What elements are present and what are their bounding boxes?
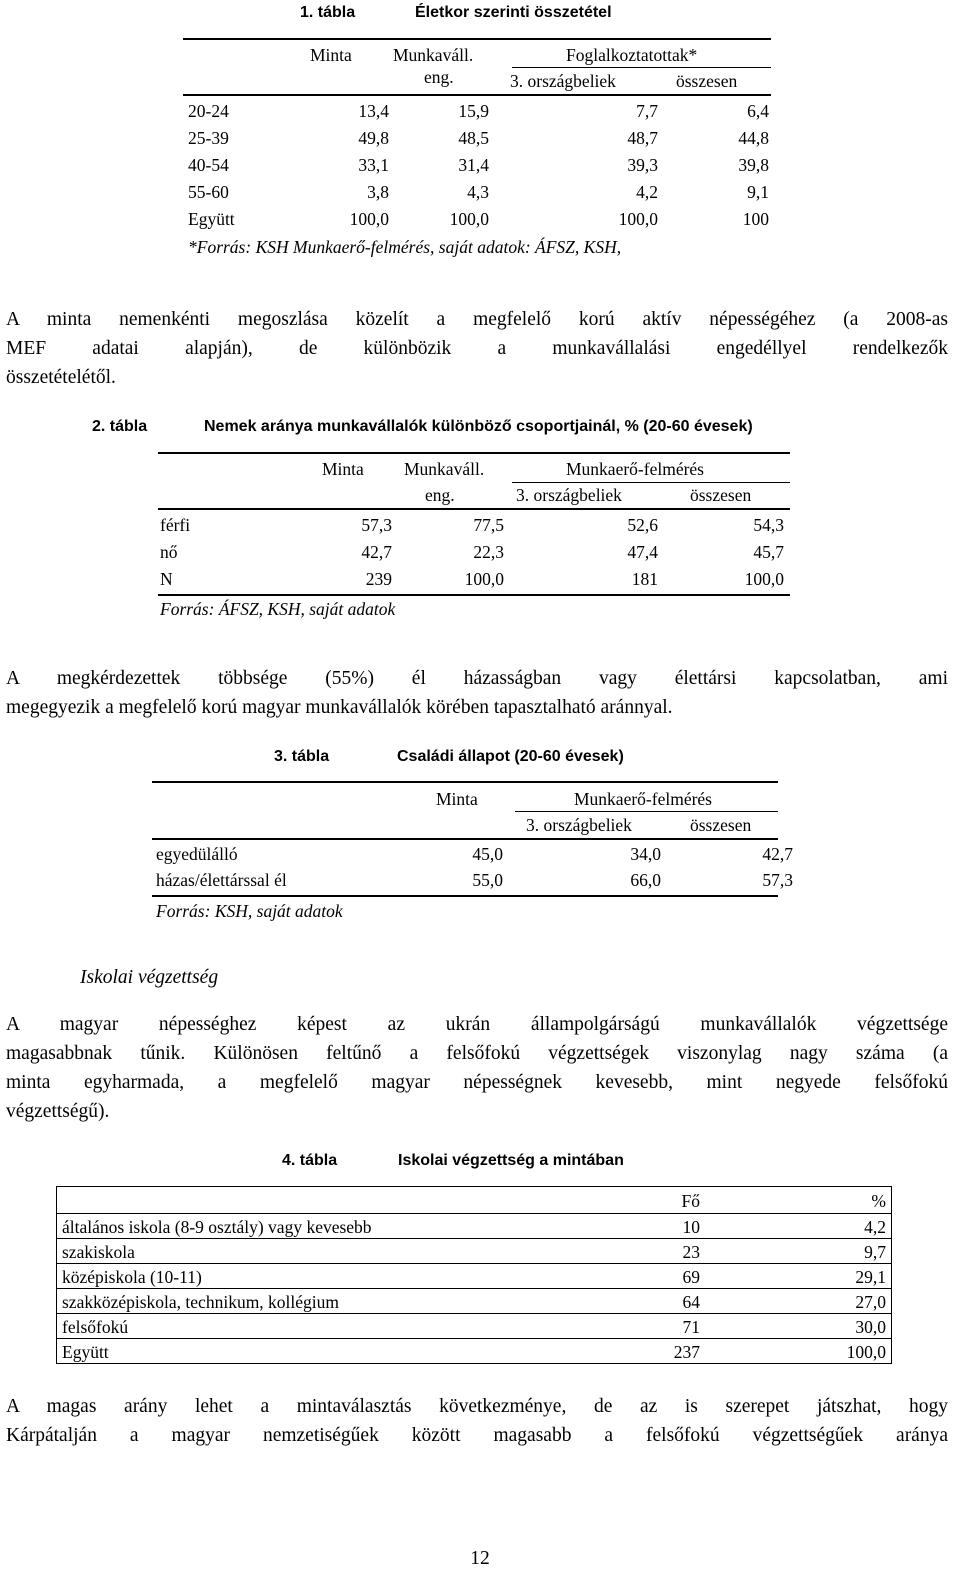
table4-rule: [56, 1238, 892, 1239]
paragraph-line: A magas arány lehet a mintaválasztás következménye, de az is szerepet játszhat, hogy: [6, 1396, 948, 1417]
table1-number: 1. tábla: [300, 4, 356, 21]
table-cell: 42,7: [762, 844, 793, 864]
table-cell: 23: [682, 1242, 700, 1262]
table4-rule: [891, 1186, 892, 1363]
table2-header-eng: eng.: [425, 485, 455, 505]
table-cell: 7,7: [636, 101, 658, 121]
table-cell: nő: [160, 542, 178, 562]
paragraph-line: A megkérdezettek többsége (55%) él házasságban vagy élettársi kapcsolatban, ami: [6, 668, 948, 689]
section-heading: Iskolai végzettség: [80, 967, 219, 988]
table4-title: Iskolai végzettség a mintában: [398, 1152, 624, 1169]
table-cell: 49,8: [358, 128, 389, 148]
table-cell: 100,0: [349, 209, 389, 229]
table1-title: Életkor szerinti összetétel: [415, 4, 612, 21]
table-cell: 181: [631, 569, 658, 589]
table-cell: 27,0: [855, 1292, 886, 1312]
table4-number: 4. tábla: [282, 1152, 338, 1169]
table-cell: 100,0: [618, 209, 658, 229]
table-cell: 100,0: [846, 1342, 886, 1362]
table4-rule: [56, 1213, 892, 1214]
table-cell: 47,4: [627, 542, 658, 562]
table-cell: férfi: [160, 515, 191, 535]
table3-source: Forrás: KSH, saját adatok: [156, 901, 343, 921]
table-cell: szakiskola: [62, 1242, 135, 1262]
table-cell: Együtt: [188, 209, 235, 229]
table1-header-eng: eng.: [424, 67, 454, 87]
paragraph-line: A magyar népességhez képest az ukrán állampolgárságú munkavállalók végzettsége: [6, 1014, 948, 1035]
table4-rule: [56, 1186, 57, 1363]
table-cell: Együtt: [62, 1342, 109, 1362]
table2-header-orszagbeliek: 3. országbeliek: [516, 485, 622, 505]
table-cell: 100,0: [744, 569, 784, 589]
paragraph-line: minta egyharmada, a megfelelő magyar népességnek kevesebb, mint negyede felsőfokú: [6, 1072, 948, 1093]
paragraph-line: magasabbnak tűnik. Különösen feltűnő a felsőfokú végzettségek viszonylag nagy száma (a: [6, 1043, 948, 1064]
table1-top-rule: [183, 38, 771, 40]
table2-bottom-rule: [158, 594, 790, 596]
table-cell: 100,0: [449, 209, 489, 229]
table-cell: 6,4: [747, 101, 769, 121]
table4-header-fo: Fő: [681, 1191, 700, 1211]
table1-header-minta: Minta: [310, 45, 352, 65]
table-cell: 239: [365, 569, 392, 589]
page-number: 12: [470, 1548, 490, 1569]
table1-source: *Forrás: KSH Munkaerő-felmérés, saját adatok: ÁFSZ, KSH,: [188, 237, 622, 257]
table1-header-foglalkoztatottak: Foglalkoztatottak*: [566, 45, 698, 65]
table-cell: 48,5: [458, 128, 489, 148]
table-cell: 3,8: [367, 182, 389, 202]
table-cell: 100,0: [464, 569, 504, 589]
table-cell: 44,8: [738, 128, 769, 148]
table2-header-osszesen: összesen: [690, 485, 752, 505]
table-cell: 57,3: [361, 515, 392, 535]
table4-header-pct: %: [871, 1191, 886, 1211]
table-cell: N: [160, 569, 173, 589]
table3-header-orszagbeliek: 3. országbeliek: [526, 815, 632, 835]
table4-rule: [56, 1288, 892, 1289]
table-cell: egyedülálló: [156, 844, 238, 864]
table-cell: 64: [682, 1292, 700, 1312]
table2-header-munkavall: Munkaváll.: [404, 459, 485, 479]
table3-header-mef: Munkaerő-felmérés: [574, 789, 712, 809]
table-cell: 66,0: [630, 870, 661, 890]
table-cell: 77,5: [473, 515, 504, 535]
table2-title: Nemek aránya munkavállalók különböző csoportjainál, % (20-60 évesek): [204, 418, 753, 435]
table-cell: általános iskola (8-9 osztály) vagy kevesebb: [62, 1217, 372, 1237]
table4-rule: [56, 1338, 892, 1339]
table-cell: szakközépiskola, technikum, kollégium: [62, 1292, 340, 1312]
table2-source: Forrás: ÁFSZ, KSH, saját adatok: [160, 599, 396, 619]
table3-header-osszesen: összesen: [690, 815, 752, 835]
table-cell: 34,0: [630, 844, 661, 864]
table3-title: Családi állapot (20-60 évesek): [397, 748, 624, 765]
table1-header-rule: [183, 94, 771, 96]
table-cell: 30,0: [855, 1317, 886, 1337]
table2-header-rule: [158, 508, 790, 510]
table-cell: 42,7: [361, 542, 392, 562]
table-cell: 45,0: [472, 844, 503, 864]
table-cell: 9,7: [864, 1242, 886, 1262]
table-cell: 57,3: [762, 870, 793, 890]
table-cell: 237: [673, 1342, 700, 1362]
table-cell: 55,0: [472, 870, 503, 890]
table-cell: 55-60: [188, 182, 229, 202]
table3-header-rule: [152, 838, 778, 840]
table-cell: 22,3: [473, 542, 504, 562]
table-cell: 9,1: [747, 182, 769, 202]
table-cell: 13,4: [358, 101, 389, 121]
paragraph-line: megegyezik a megfelelő korú magyar munkavállalók körében tapasztalható aránnyal.: [6, 697, 673, 718]
table3-group-rule: [515, 811, 778, 812]
table1-header-orszagbeliek: 3. országbeliek: [510, 71, 616, 91]
table4-rule: [56, 1186, 892, 1187]
paragraph-line: Kárpátalján a magyar nemzetiségűek között magasabb a felsőfokú végzettségűek aránya: [6, 1425, 948, 1446]
table-cell: 10: [682, 1217, 700, 1237]
table3-top-rule: [152, 781, 778, 783]
table-cell: középiskola (10-11): [62, 1267, 202, 1287]
table-cell: 4,2: [636, 182, 658, 202]
table-cell: 33,1: [358, 155, 389, 175]
paragraph-line: végzettségű).: [6, 1101, 110, 1122]
table-cell: 69: [682, 1267, 700, 1287]
table-cell: 15,9: [458, 101, 489, 121]
table2-header-minta: Minta: [322, 459, 364, 479]
table1-header-munkavall: Munkaváll.: [393, 45, 474, 65]
table-cell: 31,4: [458, 155, 489, 175]
table-cell: 52,6: [627, 515, 658, 535]
paragraph-line: MEF adatai alapján), de különbözik a munkavállalási engedéllyel rendelkezők: [6, 338, 948, 359]
table-cell: 25-39: [188, 128, 229, 148]
table2-number: 2. tábla: [92, 418, 148, 435]
table4-rule: [56, 1313, 892, 1314]
table-cell: 45,7: [753, 542, 784, 562]
paragraph-line: A minta nemenkénti megoszlása közelít a megfelelő korú aktív népességéhez (a 2008-as: [6, 309, 948, 330]
table-cell: házas/élettárssal él: [156, 870, 287, 890]
table4-rule: [56, 1263, 892, 1264]
table1-group-rule: [512, 67, 771, 68]
table2-top-rule: [158, 452, 790, 454]
table2-header-mef: Munkaerő-felmérés: [566, 459, 704, 479]
table3-header-minta: Minta: [436, 789, 478, 809]
table-cell: 20-24: [188, 101, 229, 121]
table-cell: 40-54: [188, 155, 229, 175]
table-cell: 100: [742, 209, 769, 229]
table3-number: 3. tábla: [274, 748, 330, 765]
table-cell: 39,3: [627, 155, 658, 175]
table-cell: 39,8: [738, 155, 769, 175]
table3-bottom-rule: [152, 895, 778, 897]
paragraph-line: összetételétől.: [6, 367, 116, 388]
table-cell: 71: [682, 1317, 700, 1337]
table2-group-rule: [512, 482, 790, 483]
table-cell: 4,2: [864, 1217, 886, 1237]
table-cell: 29,1: [855, 1267, 886, 1287]
table-cell: 54,3: [753, 515, 784, 535]
table-cell: 48,7: [627, 128, 658, 148]
table1-header-osszesen: összesen: [676, 71, 738, 91]
table-cell: felsőfokú: [62, 1317, 129, 1337]
table-cell: 4,3: [467, 182, 489, 202]
table4-rule: [56, 1363, 892, 1364]
